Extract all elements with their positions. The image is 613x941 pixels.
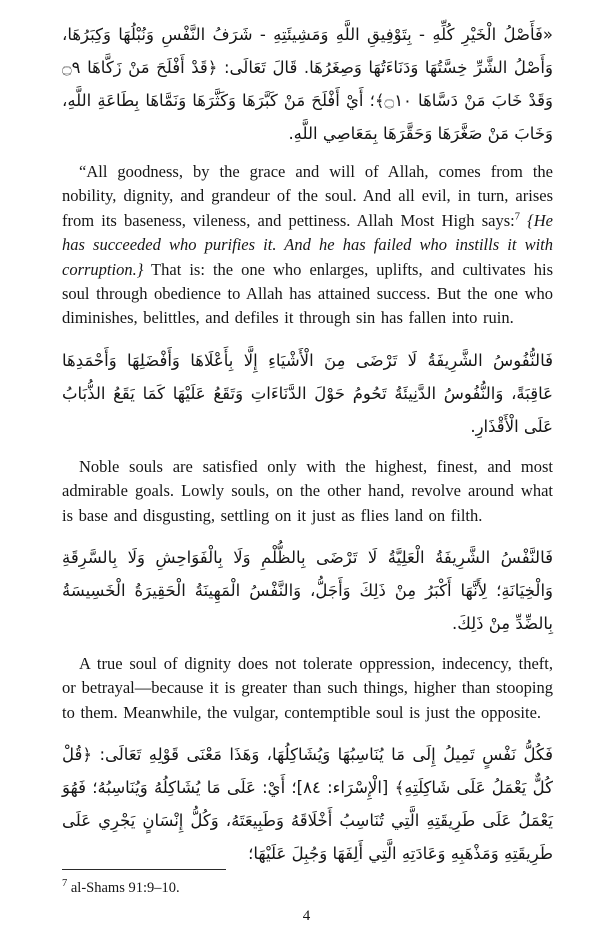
- arabic-passage-4: فَكُلُّ نَفْسٍ تَمِيلُ إِلَى مَا يُنَاسِبُهَا وَيُشَاكِلُهَا، وَهَذَا مَعْنَى قَوْلِهِ تَعَالَى: ﴿قُلْ كُلٌّ يَعْمَلُ عَلَى شَاكِلَتِهِ﴾ [الْإِسْرَاء: ٨٤]؛ أَيْ: عَلَى مَا يُشَاكِلُهُ وَيُنَاسِبُهُ؛ فَهُوَ يَعْمَلُ عَلَى طَرِيقَتِهِ الَّتِي تُنَاسِبُ أَخْلَاقَهُ وَطَبِيعَتَهُ، وَكُلُّ إِنْسَانٍ يَجْرِي عَلَى طَرِيقَتِهِ وَمَذْهَبِهِ وَعَادَتِهِ الَّتِي أَلِفَهَا وَجُبِلَ عَلَيْهَا؛: [62, 745, 553, 864]
- english-translation-1-lead: “All goodness, by the grace and will of Allah, comes from the nobility, dignity, and grandeur of the soul. And all evil, in turn, arises from its baseness, vileness, and pettiness. Allah Most High says:: [62, 162, 553, 230]
- footnote-marker: 7: [62, 878, 68, 890]
- quran-quote-english: {He has succeeded who purifies it. And he has failed who instills it with corruption.}: [62, 210, 553, 279]
- arabic-passage-2: فَالنُّفُوسُ الشَّرِيفَةُ لَا تَرْضَى مِنَ الْأَشْيَاءِ إِلَّا بِأَعْلَاهَا وَأَفْضَلِهَا وَأَحْمَدِهَا عَاقِبَةً، وَالنُّفُوسُ الدَّنِيئَةُ تَحُومُ حَوْلَ الدَّنَاءَاتِ وَتَقَعُ عَلَيْهَا كَمَا يَقَعُ الذُّبَابُ عَلَى الْأَقْذَارِ.: [62, 350, 553, 436]
- footnote-1: [62, 879, 553, 897]
- arabic-passage-1: «فَأَصْلُ الْخَيْرِ كُلِّهِ - بِتَوْفِيقِ اللَّهِ وَمَشِيئَتِهِ - شَرَفُ النَّفْسِ وَنُبْلُهَا وَكِبَرُهَا، وَأَصْلُ الشَّرِّ خِسَّتُهَا وَدَنَاءَتُهَا وَصِغَرُهَا. قَالَ تَعَالَى: ﴿قَدْ أَفْلَحَ مَنْ زَكَّاهَا ۝٩ وَقَدْ خَابَ مَنْ دَسَّاهَا ۝١٠﴾؛ أَيْ أَفْلَحَ مَنْ كَبَّرَهَا وَكَثَّرَهَا وَنَمَّاهَا بِطَاعَةِ اللَّهِ، وَخَابَ مَنْ صَغَّرَهَا وَحَقَّرَهَا بِمَعَاصِي اللَّهِ.: [62, 25, 553, 143]
- page-number: 4: [302, 908, 311, 924]
- footnote-reference-7: 7: [514, 211, 520, 223]
- english-translation-2: Noble souls are satisfied only with the highest, finest, and most admirable goals. Lowly souls, on the other hand, revolve around what is base and disgusting, settling on it just as flies land on filth.: [62, 456, 553, 525]
- footnote-area: [62, 869, 553, 897]
- english-translation-1-rest: That is: the one who enlarges, uplifts, and cultivates his soul through obedience to Allah has attained success. But the one who diminishes, belittles, and defiles it through sin has fallen into ruin.: [62, 259, 553, 328]
- footnote-separator-rule: [62, 869, 226, 870]
- arabic-passage-3: فَالنَّفْسُ الشَّرِيفَةُ الْعَلِيَّةُ لَا تَرْضَى بِالظُّلْمِ وَلَا بِالْفَوَاحِشِ وَلَا بِالسَّرِقَةِ وَالْخِيَانَةِ؛ لِأَنَّهَا أَكْبَرُ مِنْ ذَلِكَ وَأَجَلُّ، وَالنَّفْسُ الْمَهِينَةُ الْحَقِيرَةُ الْخَسِيسَةُ بِالضِّدِّ مِنْ ذَلِكَ.: [62, 548, 553, 634]
- english-translation-1: [62, 160, 553, 331]
- footnote-text: al-Shams 91:9–10.: [67, 880, 180, 896]
- english-translation-3: A true soul of dignity does not tolerate oppression, indecency, theft, or betrayal—because it is greater than such things, higher than stooping to them. Meanwhile, the vulgar, contemptible soul is just the opposite.: [62, 654, 553, 722]
